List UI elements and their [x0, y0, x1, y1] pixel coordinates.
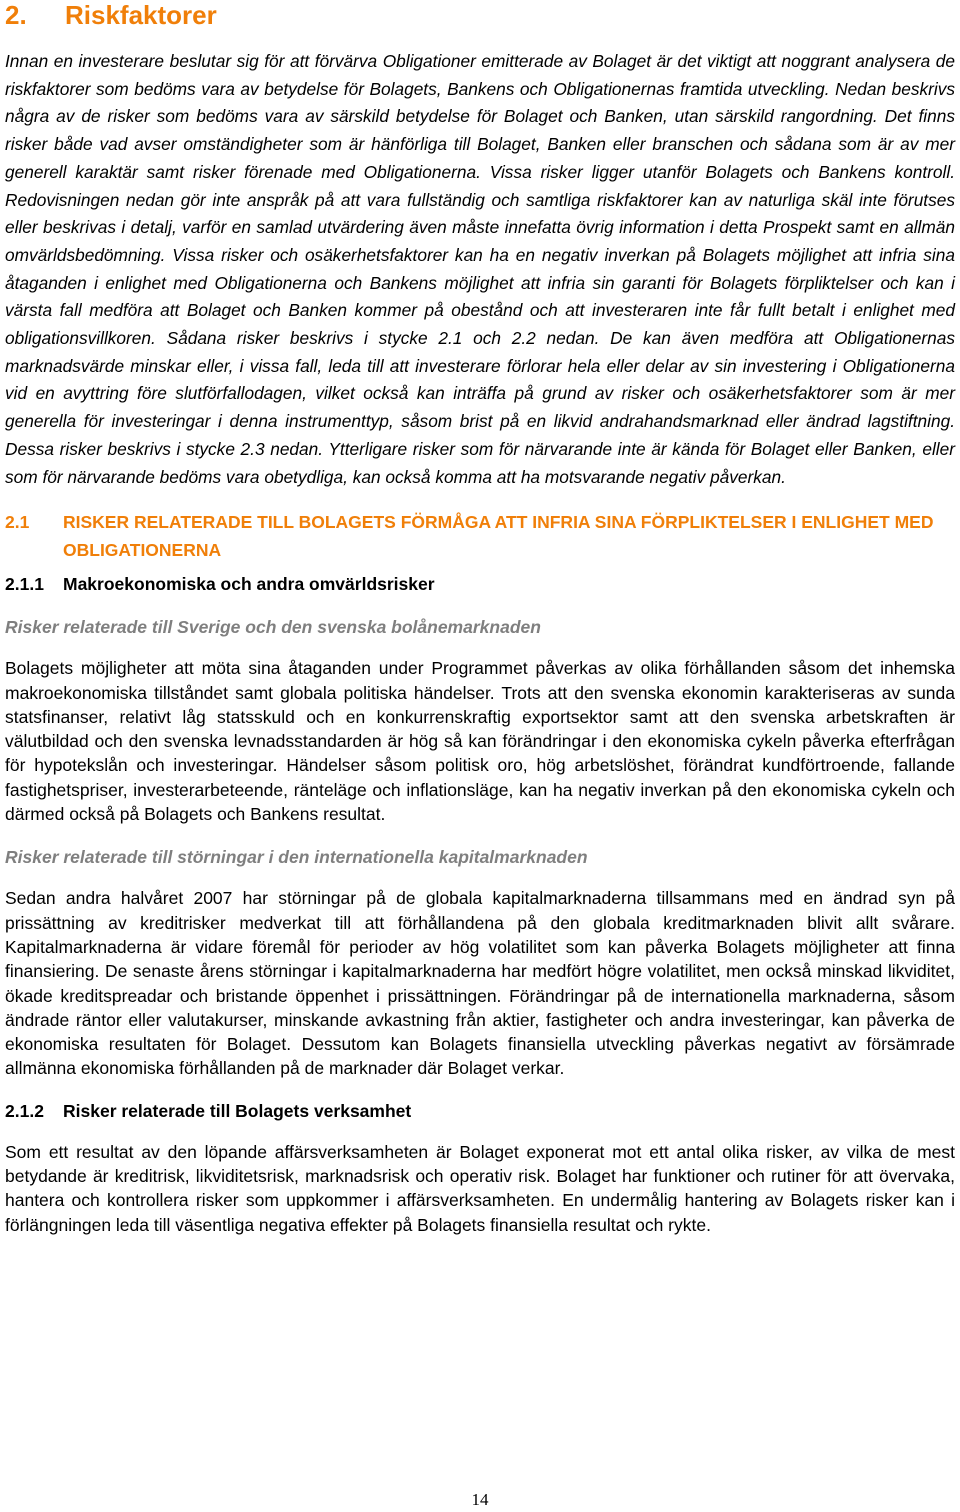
risk-heading-sweden: Risker relaterade till Sverige och den svenska bolånemarknaden — [5, 617, 541, 638]
subsection-title: Risker relaterade till Bolagets verksamhet — [63, 1100, 412, 1121]
intro-paragraph: Innan en investerare beslutar sig för att förvärva Obligationer emitterade av Bolaget är det viktigt att noggrant analysera de riskfaktorer som bedöms vara av betydelse för Bolagets, Bankens och Obligationernas framtida utveckling. Nedan beskrivs några av de risker som bedöms vara av särskild betydelse för Bolaget och Banken, utan särskild rangordning. Det finns risker både vad avser omständigheter som är hänförliga till Bolaget, Banken eller branschen och sådana som är av mer generell karaktär samt risker förenade med Obligationerna. Vissa risker ligger utanför Bolagets och Bankens kontroll. Redovisningen nedan gör inte anspråk på att vara fullständig och samtliga riskfaktorer kan av naturliga skäl inte förutses eller beskrivas i detalj, varför en samlad utvärdering även måste innefatta övrig information i detta Prospekt samt en allmän omvärldsbedömning. Vissa risker och osäkerhetsfaktorer kan ha en negativ inverkan på Bolagets möjlighet att infria sina åtaganden i enlighet med Obligationerna och Bankens möjlighet att infria sin garanti för Bolagets förpliktelser och kan i värsta fall medföra att Bolaget och Banken kommer på obestånd och att investeraren inte får fullt betalt i enlighet med obligationsvillkoren. Sådana risker beskrivs i stycke 2.1 och 2.2 nedan. De kan även medföra att Obligationernas marknadsvärde minskar eller, i vissa fall, leda till att investerare förlorar hela eller delar av sin investering i Obligationerna vid en avyttring före slutförfallodagen, vilket också kan inträffa på grund av risker och osäkerhetsfaktorer som är mer generella för investeringar i denna instrumenttyp, såsom brist på en likvid andrahandsmarknad eller ändrad lagstiftning. Dessa risker beskrivs i stycke 2.3 nedan. Ytterligare risker som för närvarande inte är kända för Bolaget eller Banken, eller som för närvarande bedöms vara obetydliga, kan också komma att ha motsvarande negativ påverkan. — [5, 51, 955, 487]
chapter-heading — [5, 0, 955, 32]
paragraph-sweden: Bolagets möjligheter att möta sina åtaganden under Programmet påverkas av olika förhållanden såsom det inhemska makroekonomiska tillståndet samt globala politiska händelser. Trots att den svenska ekonomin karakteriseras av sunda statsfinanser, relativt låg statsskuld och en konkurrenskraftig exportsektor samt att den svenska arbetskraften är välutbildad och den svenska levnadsstandarden är hög så kan förändringar i den ekonomiska cykeln påverka efterfrågan för hypotekslån och investeringar. Händelser såsom politisk oro, hög arbetslöshet, förändrat kundförtroende, fallande fastighetspriser, investerarbeteende, ränteläge och inflationsläge, kan ha negativ inverkan på den ekonomiska cykeln och därmed också på Bolagets och Bankens resultat. — [5, 658, 955, 825]
section-heading-2-1 — [5, 509, 955, 564]
subsection-number: 2.1.2 — [5, 1100, 44, 1121]
subsection-heading-2-1-1 — [5, 572, 955, 596]
subsection-heading-2-1-2 — [5, 1099, 955, 1123]
paragraph-capital-market: Sedan andra halvåret 2007 har störningar på de globala kapitalmarknaderna tillsammans med en ändrad syn på prissättning av kreditrisker medverkat till att förhållandena på den globala kreditmarknaden blivit allt svårare. Kapitalmarknaderna är vidare föremål för perioder av hög volatilitet som kan påverka Bolagets möjligheter att finna finansiering. De senaste årens störningar i kapitalmarknaderna har medfört högre volatilitet, men också minskad likviditet, ökade kreditspreadar och bristande öppenhet i prissättningen. Förändringar på de internationella marknaderna, såsom ändrade räntor eller valutakurser, minskande avkastning från aktier, fastigheter och andra investeringar, kan påverka de ekonomiska resultaten för Bolaget. Dessutom kan Bolagets finansiella utveckling påverkas negativt av försämrade allmänna ekonomiska förhållanden på de marknader där Bolaget verkar. — [5, 888, 955, 1079]
subsection-number: 2.1.1 — [5, 574, 44, 595]
page-number: 14 — [471, 1490, 489, 1509]
risk-heading-capital-market: Risker relaterade till störningar i den internationella kapitalmarknaden — [5, 847, 588, 868]
document-page — [5, 0, 955, 1237]
subsection-title: Makroekonomiska och andra omvärldsrisker — [63, 574, 435, 595]
section-number: 2.1 — [5, 512, 30, 533]
paragraph-operations: Som ett resultat av den löpande affärsverksamheten är Bolaget exponerat mot ett antal olika risker, av vilka de mest betydande är kreditrisk, likviditetsrisk, marknadsrisk och operativ risk. Bolaget har funktioner och rutiner för att övervaka, hantera och kontrollera risker som uppkommer i affärsverksamheten. En undermålig hantering av Bolagets risker kan i förlängningen leda till väsentliga negativa effekter på Bolagets finansiella resultat och rykte. — [5, 1141, 955, 1235]
section-title: RISKER RELATERADE TILL BOLAGETS FÖRMÅGA ATT INFRIA SINA FÖRPLIKTELSER I ENLIGHET MED OBLIGATIONERNA — [63, 512, 934, 560]
chapter-number: 2. — [5, 0, 27, 30]
chapter-title: Riskfaktorer — [65, 0, 217, 30]
